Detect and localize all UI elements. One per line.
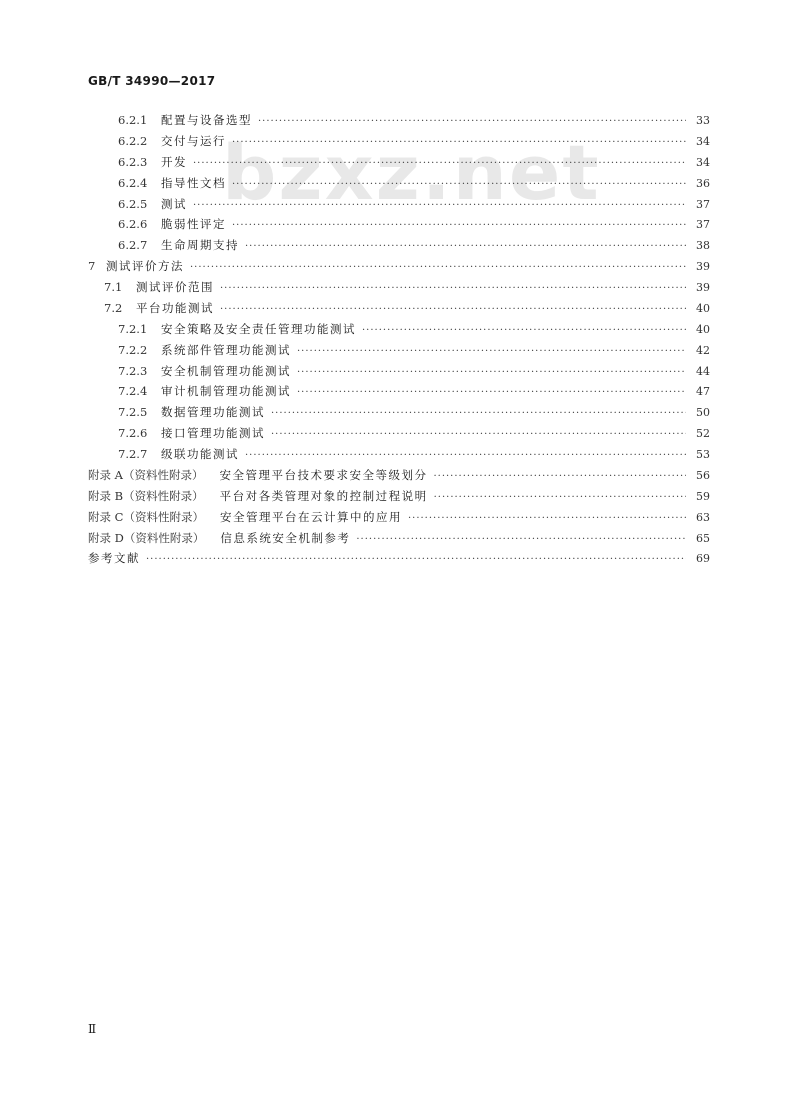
toc-entry-title: 脆弱性评定 xyxy=(161,217,226,232)
toc-entry-title: 测试评价范围 xyxy=(136,280,214,294)
toc-entry-number: 7.2.6 xyxy=(118,426,148,441)
toc-entry-page: 52 xyxy=(696,427,710,441)
toc-dot-leader xyxy=(220,279,686,300)
toc-dot-leader xyxy=(232,133,686,154)
toc-entry-title: 测试评价方法 xyxy=(106,259,184,274)
toc-dot-leader xyxy=(220,300,686,321)
toc-entry-title: 系统部件管理功能测试 xyxy=(161,342,291,357)
toc-dot-leader xyxy=(297,363,686,384)
toc-entry-number: 6.2.5 xyxy=(118,196,148,211)
toc-entry[interactable] xyxy=(88,381,710,402)
toc-entry-page: 44 xyxy=(696,364,710,378)
toc-entry[interactable] xyxy=(88,194,710,215)
toc-entry-title: 安全管理平台在云计算中的应用 xyxy=(219,509,402,524)
toc-entry[interactable] xyxy=(88,361,710,382)
toc-entry-number: 7.1 xyxy=(104,280,123,294)
toc-dot-leader xyxy=(297,342,686,363)
toc-entry-number: 7.2.2 xyxy=(118,342,148,357)
toc-dot-leader xyxy=(362,321,686,342)
toc-entry[interactable] xyxy=(88,256,710,277)
toc-entry-number: 7.2.4 xyxy=(118,384,148,399)
toc-entry-title: 级联功能测试 xyxy=(161,447,239,461)
toc-entry-page: 37 xyxy=(696,218,710,232)
standard-code-header: GB/T 34990—2017 xyxy=(88,74,216,88)
toc-entry-number: 7.2.1 xyxy=(118,321,148,336)
toc-entry-number: 7.2.5 xyxy=(118,405,148,420)
toc-entry[interactable] xyxy=(88,319,710,340)
toc-entry-page: 56 xyxy=(696,468,710,482)
toc-dot-leader xyxy=(232,216,686,237)
toc-entry-title: 平台对各类管理对象的控制过程说明 xyxy=(219,488,428,503)
toc-entry-page: 63 xyxy=(696,510,710,524)
toc-entry-number: 附录 C（资料性附录） xyxy=(88,509,204,524)
toc-dot-leader xyxy=(245,237,686,258)
toc-entry-page: 40 xyxy=(696,322,710,336)
toc-dot-leader xyxy=(433,467,686,488)
toc-entry-title: 指导性文档 xyxy=(161,175,226,190)
toc-entry-page: 33 xyxy=(696,114,710,127)
toc-entry-title: 交付与运行 xyxy=(161,133,226,148)
toc-entry-number: 附录 D（资料性附录） xyxy=(88,530,205,545)
toc-entry-page: 34 xyxy=(696,155,710,169)
toc-entry-title: 信息系统安全机制参考 xyxy=(220,530,351,545)
toc-entry-title: 安全策略及安全责任管理功能测试 xyxy=(161,321,356,336)
toc-entry-title: 测试 xyxy=(161,196,187,211)
toc-dot-leader xyxy=(408,509,686,530)
toc-entry-page: 36 xyxy=(696,176,710,190)
toc-entry-page: 47 xyxy=(696,385,710,399)
toc-entry[interactable] xyxy=(88,507,710,528)
toc-entry-title: 配置与设备选型 xyxy=(161,113,252,127)
toc-dot-leader xyxy=(232,175,686,196)
toc-entry-number: 6.2.4 xyxy=(118,175,148,190)
toc-entry[interactable] xyxy=(88,486,710,507)
toc-entry[interactable] xyxy=(88,214,710,235)
toc-entry[interactable] xyxy=(88,444,710,465)
toc-dot-leader xyxy=(271,425,686,446)
toc-entry-title: 开发 xyxy=(161,154,187,169)
toc-dot-leader xyxy=(258,112,686,133)
toc-dot-leader xyxy=(245,446,686,467)
toc-entry-page: 34 xyxy=(696,134,710,148)
toc-entry-number: 附录 B（资料性附录） xyxy=(88,488,204,503)
toc-dot-leader xyxy=(297,383,686,404)
toc-entry-number: 6.2.7 xyxy=(118,238,148,253)
toc-entry-page: 38 xyxy=(696,239,710,253)
toc-entry-number: 6.2.3 xyxy=(118,154,148,169)
toc-entry-number: 7.2 xyxy=(104,300,123,315)
toc-entry-title: 审计机制管理功能测试 xyxy=(161,384,291,399)
toc-entry-number: 7 xyxy=(88,259,96,274)
toc-entry-page: 42 xyxy=(696,343,710,357)
toc-entry-page: 65 xyxy=(696,531,710,545)
toc-dot-leader xyxy=(271,404,686,425)
toc-entry[interactable] xyxy=(88,173,710,194)
toc-entry[interactable] xyxy=(88,110,710,131)
toc-entry-title: 平台功能测试 xyxy=(136,300,214,315)
toc-dot-leader xyxy=(434,488,686,509)
toc-entry-page: 40 xyxy=(696,301,710,315)
toc-entry-page: 39 xyxy=(696,281,710,294)
table-of-contents xyxy=(88,110,710,569)
toc-entry[interactable] xyxy=(88,298,710,319)
toc-entry[interactable] xyxy=(88,235,710,256)
toc-entry-title: 安全管理平台技术要求安全等级划分 xyxy=(219,467,428,482)
toc-entry-number: 7.2.7 xyxy=(118,447,148,461)
toc-entry[interactable] xyxy=(88,465,710,486)
toc-entry-title: 安全机制管理功能测试 xyxy=(161,363,291,378)
toc-dot-leader xyxy=(193,196,686,217)
page-folio: Ⅱ xyxy=(88,1022,97,1036)
toc-entry-title: 数据管理功能测试 xyxy=(161,405,265,420)
toc-entry-page: 59 xyxy=(696,489,710,503)
toc-entry[interactable] xyxy=(88,131,710,152)
toc-entry-page: 53 xyxy=(696,448,710,461)
watermark-text: bzxz.net xyxy=(222,128,601,217)
toc-entry-page: 50 xyxy=(696,406,710,420)
toc-dot-leader xyxy=(356,530,686,551)
toc-entry-number: 7.2.3 xyxy=(118,363,148,378)
toc-entry[interactable] xyxy=(88,423,710,444)
toc-entry[interactable] xyxy=(88,277,710,298)
toc-entry-title: 生命周期支持 xyxy=(161,238,239,253)
toc-dot-leader xyxy=(193,154,686,175)
toc-entry[interactable] xyxy=(88,152,710,173)
toc-entry-page: 69 xyxy=(696,552,710,566)
toc-entry[interactable] xyxy=(88,402,710,423)
toc-entry-number: 6.2.6 xyxy=(118,217,148,232)
toc-entry-number: 6.2.1 xyxy=(118,113,148,127)
toc-entry[interactable] xyxy=(88,548,710,569)
toc-entry-page: 37 xyxy=(696,197,710,211)
toc-entry[interactable] xyxy=(88,340,710,361)
toc-entry-title: 接口管理功能测试 xyxy=(161,426,265,441)
toc-dot-leader xyxy=(146,550,686,571)
toc-dot-leader xyxy=(190,258,686,279)
toc-entry-number: 6.2.2 xyxy=(118,133,148,148)
toc-entry-title: 参考文献 xyxy=(88,551,140,566)
toc-entry-number: 附录 A（资料性附录） xyxy=(88,467,204,482)
toc-entry-page: 39 xyxy=(696,260,710,274)
toc-entry[interactable] xyxy=(88,528,710,549)
